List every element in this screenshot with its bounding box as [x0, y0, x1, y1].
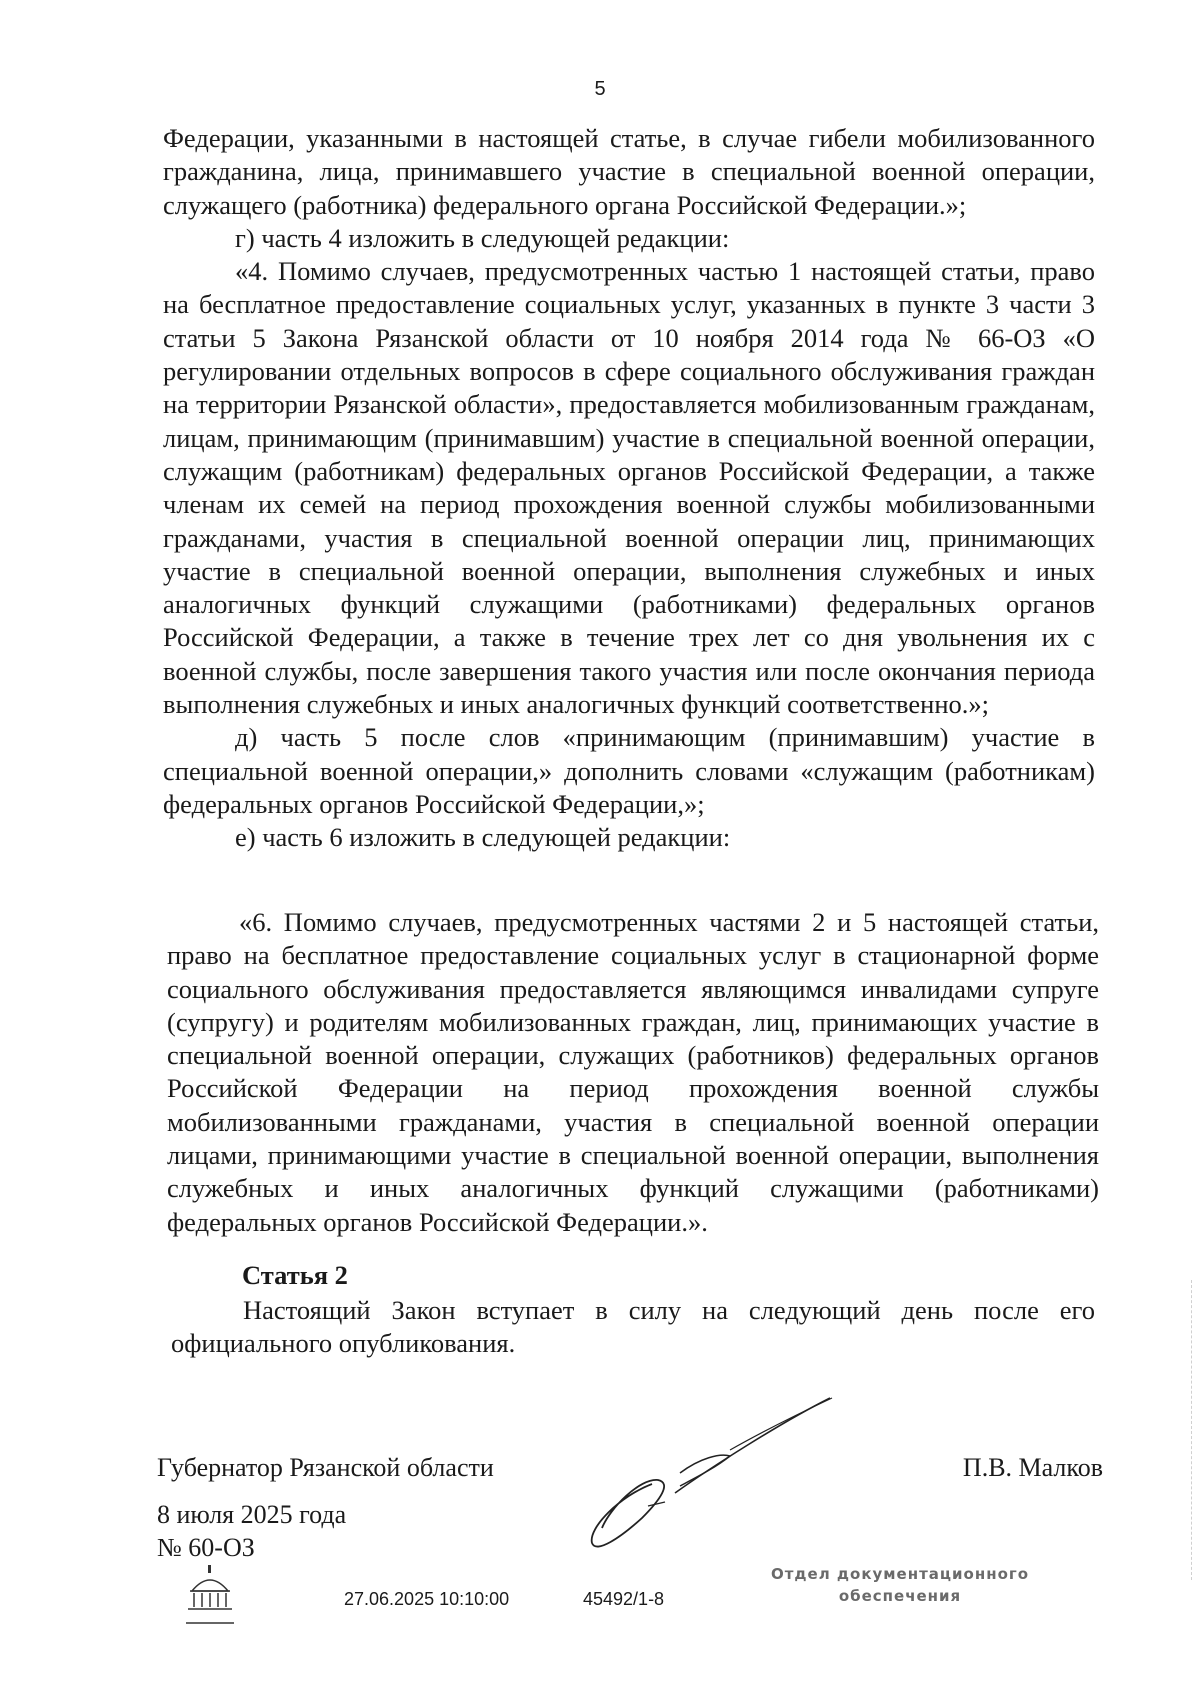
signatory-position: Губернатор Рязанской области [157, 1453, 494, 1482]
stamp-line-1: Отдел документационного [770, 1565, 1030, 1583]
page-number: 5 [594, 78, 606, 100]
paragraph-item-g: г) часть 4 изложить в следующей редакции: [235, 222, 730, 253]
paragraph-item-e: е) часть 6 изложить в следующей редакции: [235, 822, 731, 853]
stamp-line-2: обеспечения [838, 1587, 962, 1605]
footer-timestamp: 27.06.2025 10:10:00 [344, 1589, 510, 1609]
amendment-text-part-6 [167, 906, 1099, 1239]
scan-edge-marks [1187, 1280, 1192, 1580]
signatory-name: П.В. Малков [962, 1453, 1103, 1482]
paragraph-part-4: «4. Помимо случаев, предусмотренных частью 1 настоящей статьи, право на бесплатное предоставление социальных услуг, указанных в пункте 3 части 3 статьи 5 Закона Рязанской области от 10 ноября 2014 года № 66-ОЗ «О регулировании отдельных вопросов в сфере социального обслуживания граждан на территории Рязанской области», предоставляется мобилизованным гражданам, лицам, принимающим (принимавшим) участие в специальной военной операции, служащим (работникам) федеральных органов Российской Федерации, а также членам их семей на период прохождения военной службы мобилизованными гражданами, участия в специальной военной операции лиц, принимающих участие в специальной военной операции, выполнения служебных и иных аналогичных функций служащими (работниками) федеральных органов Российской Федерации, а также в течение трех лет со дня увольнения их с военной службы, после завершения такого участия или после окончания периода выполнения служебных и иных аналогичных функций соответственно.»; [163, 256, 1095, 720]
article-2-title: Статья 2 [242, 1260, 348, 1290]
paragraph-part-6: «6. Помимо случаев, предусмотренных частями 2 и 5 настоящей статьи, право на бесплатное предоставление социальных услуг в стационарной форме социального обслуживания предоставляется являющимся инвалидами супруге (супругу) и родителям мобилизованных граждан, лиц, принимающих участие в специальной военной операции, служащих (работников) федеральных органов Российской Федерации на период прохождения военной службы мобилизованными гражданами, участия в специальной военной операции лицами, принимающими участие в специальной военной операции, выполнения служебных и иных аналогичных функций служащими (работниками) федеральных органов Российской Федерации.». [167, 907, 1099, 1237]
article-2-text: Настоящий Закон вступает в силу на следующий день после его официального опубликования. [171, 1295, 1095, 1359]
duma-logo-icon [182, 1563, 238, 1625]
article-2-body [171, 1294, 1095, 1361]
amendment-text-top [163, 122, 1095, 855]
law-number: № 60-ОЗ [157, 1533, 255, 1562]
handwritten-signature [580, 1378, 900, 1558]
law-date: 8 июля 2025 года [157, 1500, 347, 1529]
paragraph-item-d: д) часть 5 после слов «принимающим (принимавшим) участие в специальной военной операции,» дополнить словами «служащим (работникам) федеральных органов Российской Федерации,»; [163, 722, 1095, 819]
paragraph-continuation: Федерации, указанными в настоящей статье, в случае гибели мобилизованного гражданина, лица, принимавшего участие в специальной военной операции, служащего (работника) федерального органа Российской Федерации.»; [163, 123, 1095, 220]
department-stamp [755, 1563, 1045, 1607]
footer-reference: 45492/1-8 [583, 1589, 665, 1609]
